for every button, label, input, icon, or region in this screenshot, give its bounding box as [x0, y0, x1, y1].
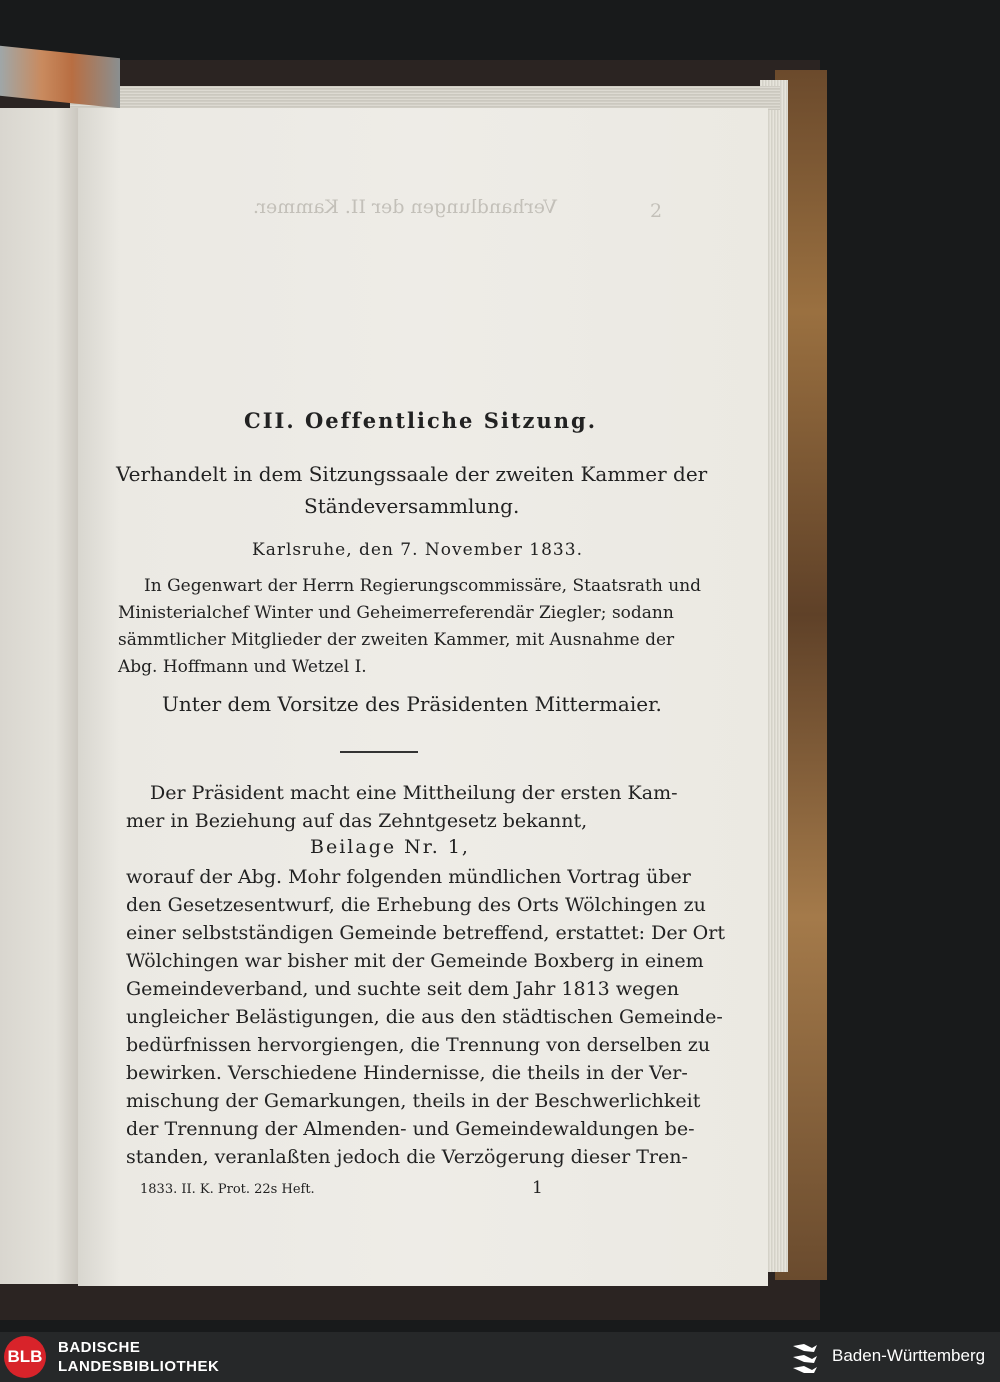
footer-bar — [0, 1332, 1000, 1382]
body-line: einer selbstständigen Gemeinde betreffend, erstattet: Der Ort — [126, 922, 725, 944]
page-number: 1 — [532, 1178, 543, 1198]
bleed-through-page-number: 2 — [650, 200, 663, 222]
lions-coat-of-arms-icon — [790, 1340, 820, 1374]
session-title: CII. Oeffentliche Sitzung. — [244, 408, 598, 433]
presence-line: sämmtlicher Mitglieder der zweiten Kammer, mit Ausnahme der — [118, 630, 675, 650]
body-line: mer in Beziehung auf das Zehntgesetz bekannt, — [126, 810, 588, 832]
library-name[interactable] — [58, 1338, 219, 1376]
body-line: worauf der Abg. Mohr folgenden mündlichen Vortrag über — [126, 866, 691, 888]
body-line: mischung der Gemarkungen, theils in der Beschwerlichkeit — [126, 1090, 701, 1112]
library-name-line-1: BADISCHE — [58, 1339, 141, 1356]
library-name-line-2: LANDESBIBLIOTHEK — [58, 1358, 220, 1375]
presence-line: In Gegenwart der Herrn Regierungscommissäre, Staatsrath und — [144, 576, 702, 596]
place-date: Karlsruhe, den 7. November 1833. — [252, 540, 583, 560]
subtitle-line-1: Verhandelt in dem Sitzungssaale der zweiten Kammer der — [116, 462, 708, 486]
body-line: bedürfnissen hervorgiengen, die Trennung von derselben zu — [126, 1034, 711, 1056]
chair-line: Unter dem Vorsitze des Präsidenten Mittermaier. — [162, 692, 662, 716]
body-line: bewirken. Verschiedene Hindernisse, die theils in der Ver- — [126, 1062, 688, 1084]
body-line: Beilage Nr. 1, — [310, 836, 470, 858]
blb-logo[interactable]: BLB — [4, 1336, 46, 1378]
separator-rule — [340, 751, 418, 753]
state-name[interactable]: Baden-Württemberg — [832, 1346, 986, 1365]
bleed-through-header: Verhandlungen der II. Kammer. — [253, 196, 557, 218]
body-line: Der Präsident macht eine Mittheilung der ersten Kam- — [150, 782, 678, 804]
subtitle-line-2: Ständeversammlung. — [304, 494, 520, 518]
body-line: ungleicher Belästigungen, die aus den städtischen Gemeinde- — [126, 1006, 723, 1028]
body-line: Gemeindeverband, und suchte seit dem Jahr 1813 wegen — [126, 978, 679, 1000]
body-line: der Trennung der Almenden- und Gemeindewaldungen be- — [126, 1118, 695, 1140]
body-line: den Gesetzesentwurf, die Erhebung des Orts Wölchingen zu — [126, 894, 706, 916]
body-line: Wölchingen war bisher mit der Gemeinde Boxberg in einem — [126, 950, 704, 972]
signature-mark: 1833. II. K. Prot. 22s Heft. — [140, 1182, 315, 1197]
presence-line: Abg. Hoffmann und Wetzel I. — [118, 657, 367, 677]
body-line: standen, veranlaßten jedoch die Verzögerung dieser Tren- — [126, 1146, 688, 1168]
left-page — [0, 108, 80, 1284]
presence-line: Ministerialchef Winter und Geheimerreferendär Ziegler; sodann — [118, 603, 674, 623]
book-page — [78, 108, 768, 1286]
page-top-edge — [70, 86, 780, 110]
